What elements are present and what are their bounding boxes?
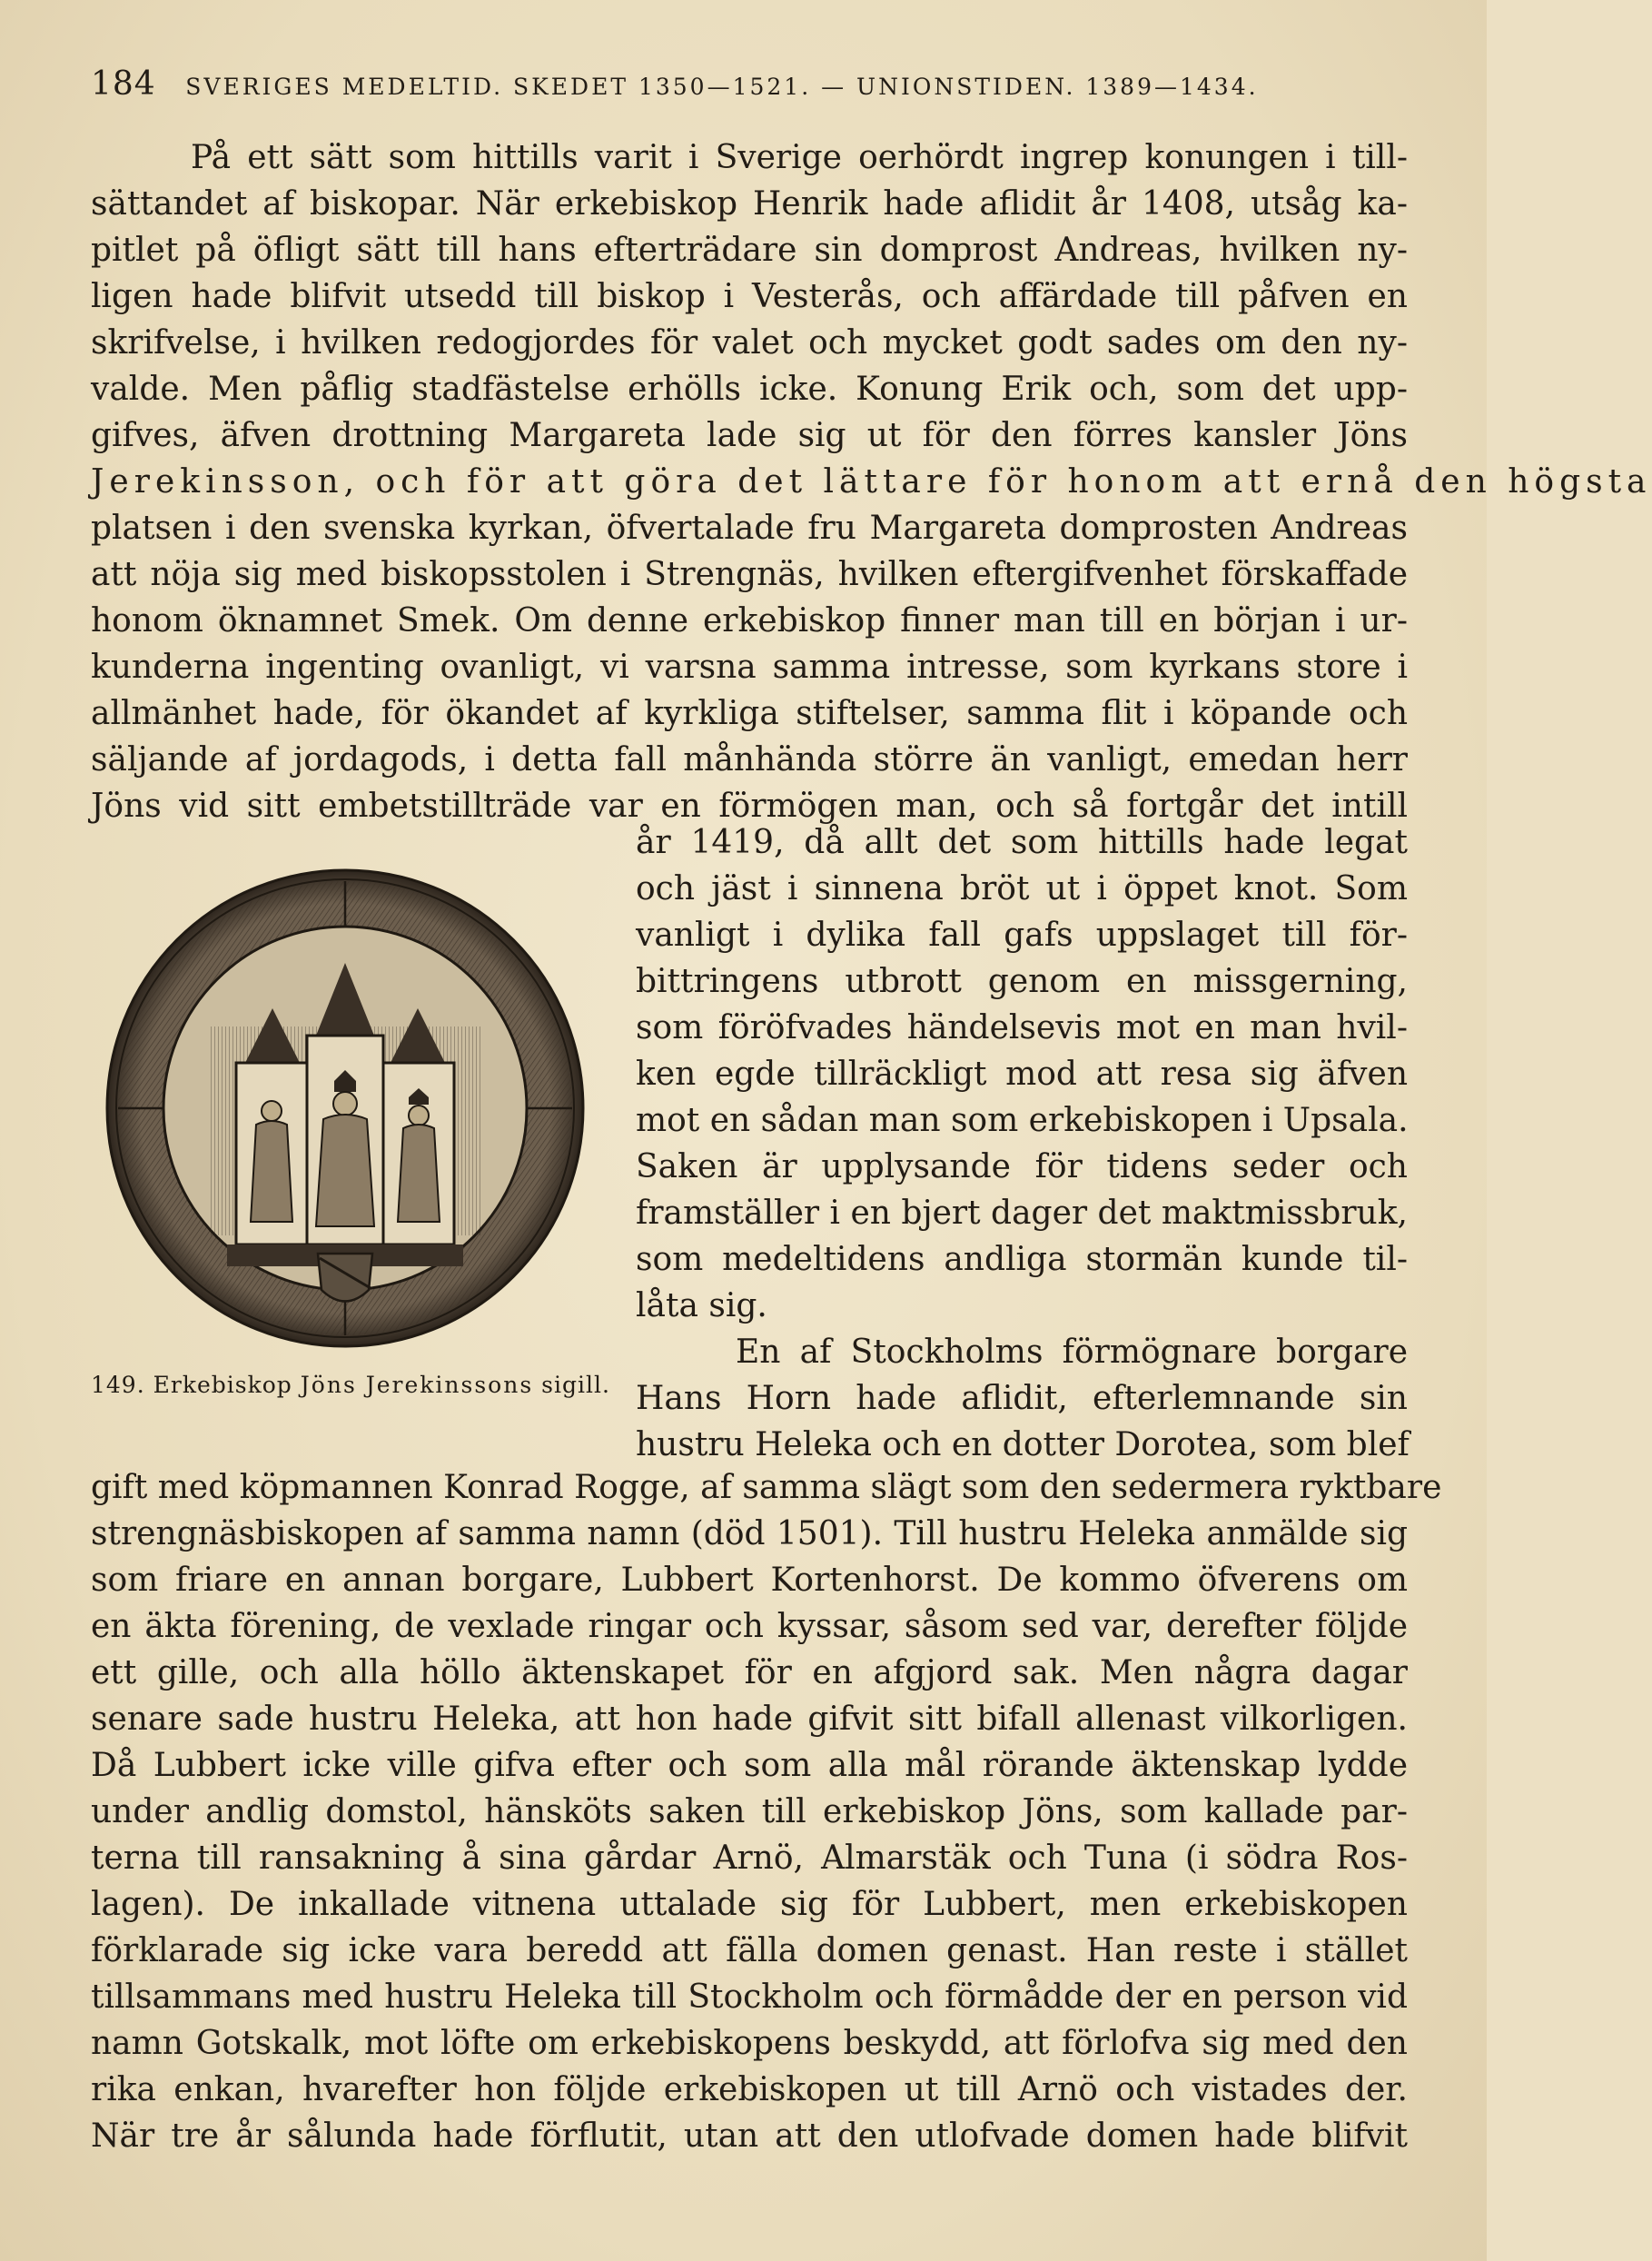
caption-tail: sigill. [541, 1372, 610, 1398]
paragraph-block-beside-figure [636, 819, 1408, 1468]
text-line: Saken är upplysande för tidens seder och [636, 1148, 1408, 1185]
text-line: kunderna ingenting ovanligt, vi varsna samma intresse, som kyrkans store i [91, 649, 1408, 686]
text-line: När tre år sålunda hade förflutit, utan att den utlofvade domen hade blifvit [91, 2117, 1408, 2155]
text-line: platsen i den svenska kyrkan, öfvertalade fru Margareta domprosten Andreas [91, 510, 1408, 547]
text-line: ligen hade blifvit utsedd till biskop i Vesterås, och affärdade till påfven en [91, 278, 1408, 315]
text-line: tillsammans med hustru Heleka till Stockholm och förmådde der en person vid [91, 1978, 1408, 2016]
text-line: honom öknamnet Smek. Om denne erkebiskop finner man till en början i ur- [91, 602, 1408, 640]
text-line: år 1419, då allt det som hittills hade legat [636, 824, 1408, 861]
text-line: Jerekinsson, och för att göra det lättare för honom att ernå den högsta [91, 463, 1652, 501]
text-line: framställer i en bjert dager det maktmissbruk, [636, 1195, 1408, 1232]
paragraph-block-top [91, 134, 1652, 829]
text-line: gifves, äfven drottning Margareta lade sig ut för den förres kansler Jöns [91, 417, 1408, 454]
text-line: förklarade sig icke vara beredd att fälla domen genast. Han reste i stället [91, 1932, 1408, 1969]
text-line: som föröfvades händelsevis mot en man hvil- [636, 1009, 1408, 1046]
text-line: Jöns vid sitt embetstillträde var en förmögen man, och så fortgår det intill [91, 788, 1408, 825]
text-line: pitlet på öfligt sätt till hans efterträdare sin domprost Andreas, hvilken ny- [91, 232, 1408, 269]
text-line: mot en sådan man som erkebiskopen i Upsala. [636, 1102, 1409, 1139]
text-line: På ett sätt som hittills varit i Sverige oerhördt ingrep konungen i till- [191, 139, 1408, 176]
text-line: Hans Horn hade aflidit, efterlemnande sin [636, 1380, 1408, 1417]
text-line: ett gille, och alla höllo äktenskapet för en afgjord sak. Men några dagar [91, 1654, 1408, 1691]
text-line: att nöja sig med biskopsstolen i Strengnäs, hvilken eftergifvenhet förskaffade [91, 556, 1408, 593]
seal-figure [91, 854, 610, 1399]
page-header [91, 65, 1408, 103]
text-line: låta sig. [636, 1287, 767, 1324]
text-line: namn Gotskalk, mot löfte om erkebiskopens beskydd, att förlofva sig med den [91, 2025, 1408, 2062]
text-line: säljande af jordagods, i detta fall månhända större än vanligt, emedan herr [91, 741, 1408, 778]
caption-text: Erkebiskop [153, 1372, 292, 1398]
paragraph-block-bottom [91, 1464, 1442, 2159]
caption-name: Jöns Jerekinssons [300, 1372, 534, 1398]
text-line: som medeltidens andliga stormän kunde til- [636, 1241, 1408, 1278]
text-line: och jäst i sinnena bröt ut i öppet knot. Som [636, 870, 1408, 907]
caption-number: 149. [91, 1372, 145, 1398]
text-line: som friare en annan borgare, Lubbert Kortenhorst. De kommo öfverens om [91, 1562, 1408, 1599]
text-line: valde. Men påflig stadfästelse erhölls icke. Konung Erik och, som det upp- [91, 371, 1408, 408]
text-line: ken egde tillräckligt mod att resa sig äfven [636, 1056, 1408, 1093]
text-line: under andlig domstol, hänsköts saken till erkebiskop Jöns, som kallade par- [91, 1793, 1408, 1830]
seal-illustration [91, 854, 599, 1363]
text-line: hustru Heleka och en dotter Dorotea, som blef [636, 1426, 1410, 1463]
text-line: senare sade hustru Heleka, att hon hade gifvit sitt bifall allenast vilkorligen. [91, 1701, 1408, 1738]
text-line: lagen). De inkallade vitnena uttalade sig för Lubbert, men erkebiskopen [91, 1886, 1408, 1923]
text-line: En af Stockholms förmögnare borgare [736, 1334, 1408, 1371]
text-line: sättandet af biskopar. När erkebiskop Henrik hade aflidit år 1408, utsåg ka- [91, 185, 1408, 223]
text-line: bittringens utbrott genom en missgerning, [636, 963, 1408, 1000]
running-title: SVERIGES MEDELTID. SKEDET 1350—1521. — UNIONSTIDEN. 1389—1434. [185, 74, 1259, 100]
text-line: terna till ransakning å sina gårdar Arnö, Almarstäk och Tuna (i södra Ros- [91, 1840, 1408, 1877]
text-line: gift med köpmannen Konrad Rogge, af samma slägt som den sedermera ryktbare [91, 1469, 1442, 1506]
figure-caption [91, 1372, 636, 1398]
text-line: vanligt i dylika fall gafs uppslaget till för- [636, 917, 1408, 954]
text-line: skrifvelse, i hvilken redogjordes för valet och mycket godt sades om den ny- [91, 324, 1408, 362]
text-line: rika enkan, hvarefter hon följde erkebiskopen ut till Arnö och vistades der. [91, 2071, 1408, 2108]
text-line: en äkta förening, de vexlade ringar och kyssar, såsom sed var, derefter följde [91, 1608, 1408, 1645]
text-line: allmänhet hade, för ökandet af kyrkliga stiftelser, samma flit i köpande och [91, 695, 1408, 732]
text-line: strengnäsbiskopen af samma namn (död 1501). Till hustru Heleka anmälde sig [91, 1515, 1408, 1552]
page-number: 184 [91, 65, 156, 103]
text-line: Då Lubbert icke ville gifva efter och som alla mål rörande äktenskap lydde [91, 1747, 1408, 1784]
